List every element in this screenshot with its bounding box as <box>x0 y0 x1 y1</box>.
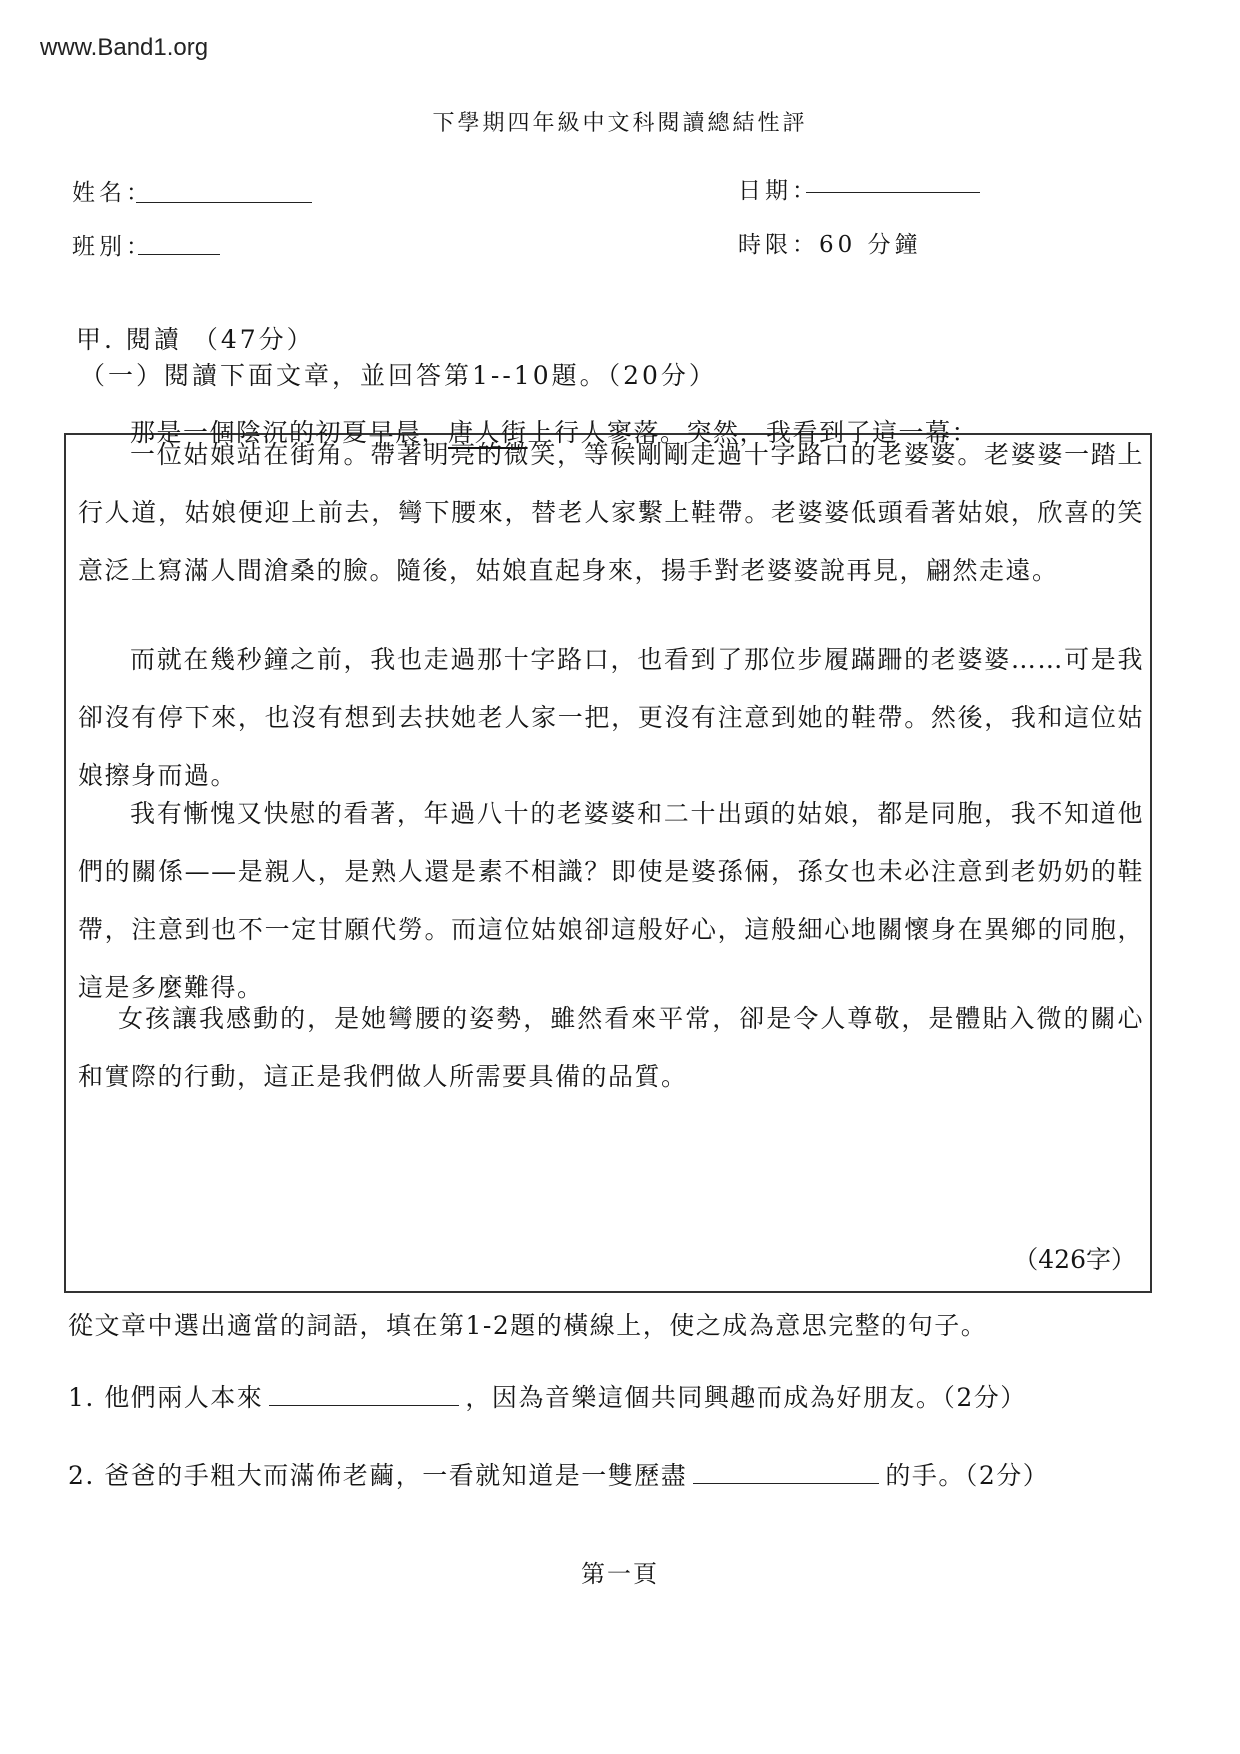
answer-blank-2[interactable] <box>693 1461 879 1484</box>
passage-paragraph-4: 我有慚愧又快慰的看著，年過八十的老婆婆和二十出頭的姑娘，都是同胞，我不知道他們的關係——是親人，是熟人還是素不相識？即使是婆孫倆，孫女也未必注意到老奶奶的鞋帶，注意到也不一定甘願代勞。而這位姑娘卻這般好心，這般細心地關懷身在異鄉的同胞，這是多麼難得。 <box>78 799 1144 1002</box>
page-title: 下學期四年級中文科閱讀總結性評 <box>432 111 808 136</box>
question-1: 1. 他們兩人本來 ，因為音樂這個共同興趣而成為好朋友。（2分） <box>68 1383 1027 1412</box>
passage-paragraph-3: 而就在幾秒鐘之前，我也走過那十字路口，也看到了那位步履蹣跚的老婆婆……可是我卻沒有停下來，也沒有想到去扶她老人家一把，更沒有注意到她的鞋帶。然後，我和這位姑娘擦身而過。 <box>78 645 1144 790</box>
place-name: 唐人街 <box>448 418 528 447</box>
section-title: 甲. 閱讀 （47分） <box>76 325 315 354</box>
class-field[interactable] <box>138 254 220 255</box>
date-label: 日期： <box>738 178 819 204</box>
section-subtitle: （一）閱讀下面文章，並回答第1--10題。（20分） <box>80 361 717 390</box>
passage-paragraph-1: 那是一個陰沉的初夏早晨，唐人街上行人寥落。突然，我看到了這一幕： <box>130 418 979 447</box>
page-number: 第一頁 <box>581 1560 659 1588</box>
word-count: （426字） <box>1013 1245 1136 1274</box>
class-label: 班別： <box>72 234 153 260</box>
question-2: 2. 爸爸的手粗大而滿佈老繭，一看就知道是一雙歷盡 的手。（2分） <box>68 1461 1050 1490</box>
site-watermark: www.Band1.org <box>40 34 209 61</box>
time-limit: 時限：60 分鐘 <box>738 232 922 258</box>
date-field[interactable] <box>806 192 980 193</box>
name-label: 姓名： <box>72 180 153 206</box>
passage-paragraph-5: 女孩讓我感動的，是她彎腰的姿勢，雖然看來平常，卻是令人尊敬，是體貼入微的關心和實際的行動，這正是我們做人所需要具備的品質。 <box>78 1004 1144 1091</box>
answer-blank-1[interactable] <box>269 1383 459 1406</box>
name-field[interactable] <box>136 202 312 203</box>
passage-paragraph-2: 一位姑娘站在街角。帶著明亮的微笑，等候剛剛走過十字路口的老婆婆。老婆婆一踏上行人道，姑娘便迎上前去，彎下腰來，替老人家繫上鞋帶。老婆婆低頭看著姑娘，欣喜的笑意泛上寫滿人間滄桑的臉。隨後，姑娘直起身來，揚手對老婆婆說再見，翩然走遠。 <box>78 440 1144 585</box>
instruction-text: 從文章中選出適當的詞語，填在第1-2題的橫線上，使之成為意思完整的句子。 <box>68 1311 988 1340</box>
